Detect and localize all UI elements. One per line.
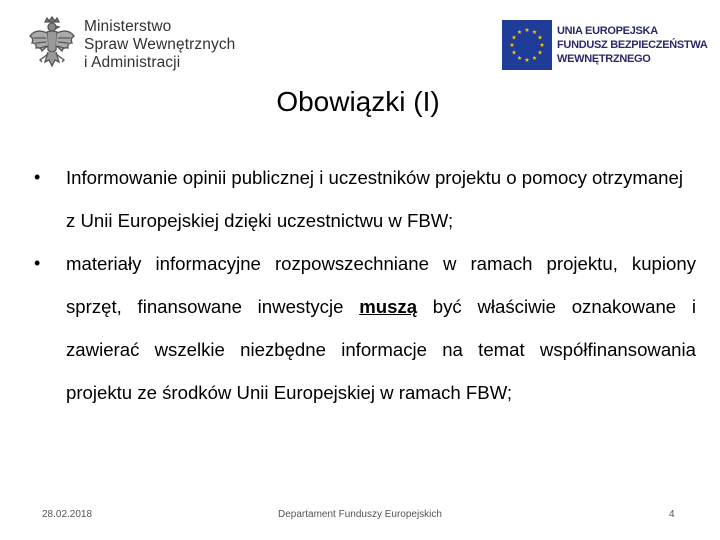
- eu-line-3: WEWNĘTRZNEGO: [557, 53, 651, 65]
- bullet-list: [34, 156, 696, 414]
- ministry-name: [84, 18, 235, 72]
- ministry-line-2: Spraw Wewnętrznych: [84, 36, 236, 53]
- eu-flag-icon: [502, 20, 552, 70]
- footer-page-number: 4: [669, 509, 675, 520]
- footer-department-text: Departament Funduszy Europejskich: [278, 509, 442, 520]
- ministry-logo: [28, 14, 248, 76]
- eu-fund-name: [557, 24, 707, 66]
- bullet-text-after: być właściwie oznakowane i zawierać wszelkie niezbędne informacje na temat współfinansowania projektu ze środków Unii Europejskiej w ramach FBW;: [66, 296, 696, 403]
- polish-eagle-emblem-icon: [28, 16, 76, 74]
- bullet-text: [66, 242, 696, 414]
- bullet-dot-icon: •: [34, 253, 41, 273]
- bullet-text-before: materiały informacyjne rozpowszechniane w ramach projektu, kupiony sprzęt, finansowane inwestycje: [66, 253, 696, 317]
- bullet-emphasis: muszą: [359, 296, 418, 317]
- bullet-item: [34, 156, 696, 242]
- footer-date: 28.02.2018: [42, 509, 93, 520]
- bullet-text: Informowanie opinii publicznej i uczestników projektu o pomocy otrzymanej z Unii Europejskiej dzięki uczestnictwu w FBW;: [66, 167, 683, 231]
- eu-line-2: FUNDUSZ BEZPIECZEŃSTWA: [557, 39, 708, 51]
- eu-logo: [502, 20, 712, 72]
- bullet-dot-icon: •: [34, 167, 41, 187]
- eu-line-1: UNIA EUROPEJSKA: [557, 25, 658, 37]
- bullet-item: [34, 242, 696, 414]
- footer-department: [0, 509, 720, 520]
- ministry-line-1: Ministerstwo: [84, 18, 172, 35]
- slide-title-text: Obowiązki (I): [276, 86, 440, 117]
- ministry-line-3: i Administracji: [84, 54, 181, 71]
- slide-title: [0, 86, 720, 118]
